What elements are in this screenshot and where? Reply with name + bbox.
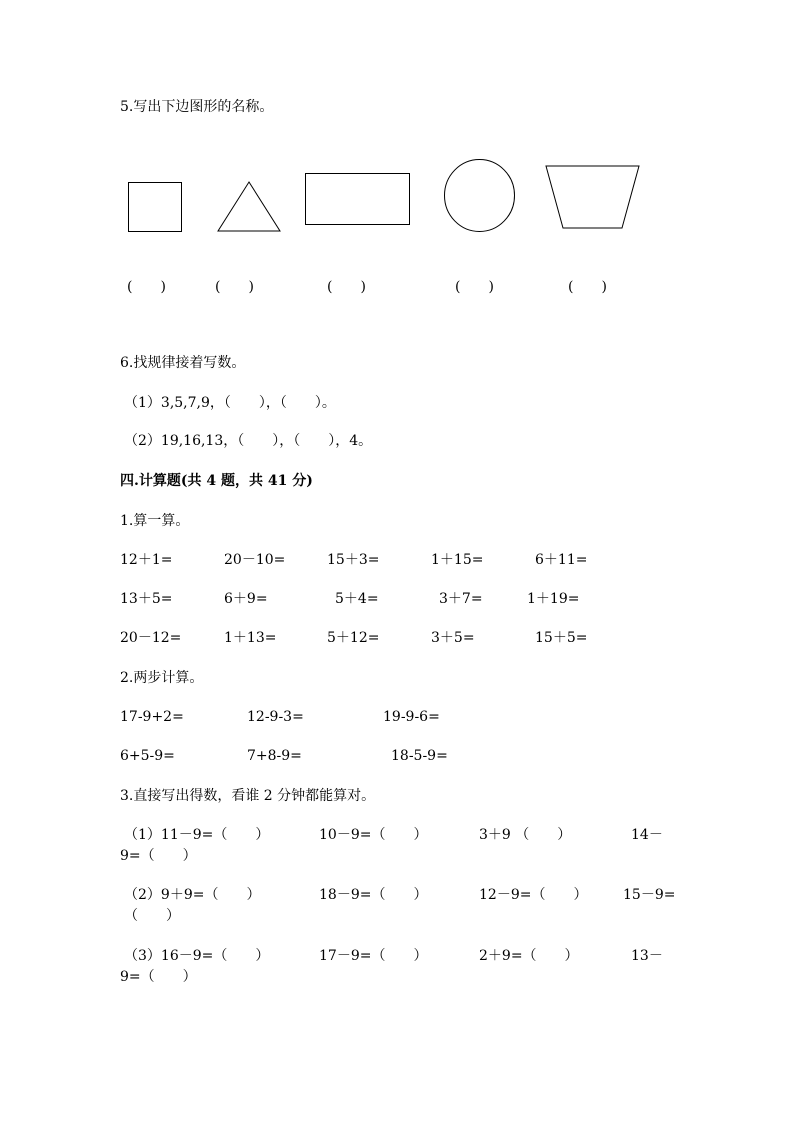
calc3-g2-c1: （2）9＋9=（ ） — [124, 887, 261, 903]
calc1-r1-c3: 15＋3= — [327, 552, 380, 568]
calc1-r3-c4: 3＋5= — [431, 630, 475, 646]
q6-line-1: （1）3,5,7,9，（ ），（ ）。 — [124, 395, 336, 411]
calc1-r3-c3: 5＋12= — [327, 630, 380, 646]
calc2-r1-c1: 17-9+2= — [120, 709, 184, 725]
calc3-g1-c3: 3＋9 （ ） — [479, 827, 572, 843]
calc1-r2-c4: 3＋7= — [439, 591, 483, 607]
calc3-g1-wrap: 9=（ ） — [120, 848, 197, 864]
calc3-g2-c4: 15－9= — [623, 887, 676, 903]
q6-title: 6.找规律接着写数。 — [120, 355, 246, 371]
q5-title: 5.写出下边图形的名称。 — [120, 99, 274, 115]
calc1-title: 1.算一算。 — [120, 513, 190, 529]
calc3-g1-c1: （1）11－9=（ ） — [124, 827, 270, 843]
calc3-title: 3.直接写出得数，看谁 2 分钟都能算对。 — [120, 788, 376, 804]
calc3-g1-c2: 10－9=（ ） — [319, 827, 428, 843]
calc1-r2-c5: 1＋19= — [527, 591, 580, 607]
calc3-g2-c2: 18－9=（ ） — [319, 887, 428, 903]
calc1-r1-c2: 20－10= — [224, 552, 286, 568]
calc2-r2-c2: 7+8-9= — [247, 748, 302, 764]
calc1-r1-c4: 1＋15= — [431, 552, 484, 568]
section-4-heading: 四.计算题(共 4 题，共 41 分) — [120, 473, 313, 489]
calc2-r2-c3: 18-5-9= — [391, 748, 448, 764]
calc1-r1-c5: 6＋11= — [535, 552, 588, 568]
calc1-r1-c1: 12＋1= — [120, 552, 173, 568]
calc3-g2-wrap: （ ） — [124, 908, 180, 924]
calc2-r2-c1: 6+5-9= — [120, 748, 175, 764]
calc3-g1-c4: 14－ — [631, 827, 663, 843]
calc3-g3-c3: 2＋9=（ ） — [479, 948, 579, 964]
calc2-r1-c3: 19-9-6= — [383, 709, 440, 725]
q5-blank-5: ( ) — [568, 279, 607, 295]
calc3-g3-wrap: 9=（ ） — [120, 969, 197, 985]
trapezoid-icon — [545, 165, 641, 231]
calc3-g3-c4: 13－ — [631, 948, 663, 964]
calc1-r3-c2: 1＋13= — [224, 630, 277, 646]
calc1-r2-c1: 13＋5= — [120, 591, 173, 607]
triangle-icon — [217, 181, 283, 235]
circle-icon — [443, 158, 517, 234]
calc1-r3-c1: 20－12= — [120, 630, 182, 646]
q5-blank-2: ( ) — [215, 279, 254, 295]
calc3-g3-c2: 17－9=（ ） — [319, 948, 428, 964]
calc1-r2-c2: 6＋9= — [224, 591, 268, 607]
rectangle-icon — [305, 173, 411, 227]
calc2-title: 2.两步计算。 — [120, 670, 204, 686]
calc2-r1-c2: 12-9-3= — [247, 709, 304, 725]
calc3-g3-c1: （3）16－9=（ ） — [124, 948, 270, 964]
square-icon — [128, 182, 184, 234]
q5-blank-3: ( ) — [327, 279, 366, 295]
q5-blank-1: ( ) — [127, 279, 166, 295]
calc3-g2-c3: 12－9=（ ） — [479, 887, 588, 903]
calc1-r3-c5: 15＋5= — [535, 630, 588, 646]
q6-line-2: （2）19,16,13，（ ），（ ），4。 — [124, 433, 373, 449]
q5-blank-4: ( ) — [455, 279, 494, 295]
calc1-r2-c3: 5＋4= — [335, 591, 379, 607]
